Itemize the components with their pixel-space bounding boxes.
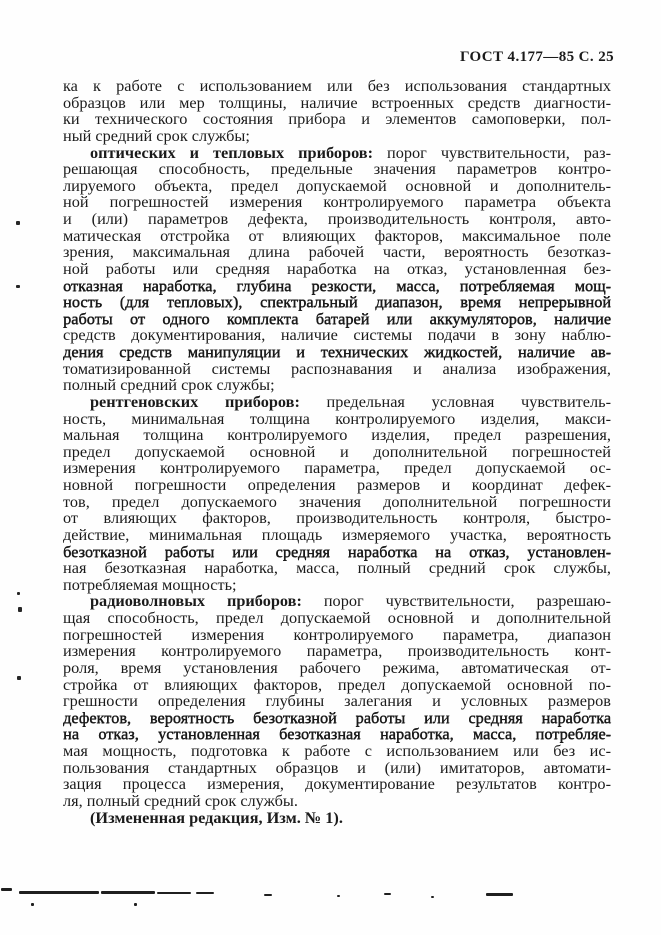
margin-speck [17,676,21,680]
text-line: грешности определения глубины залегания и условных размеров [63,691,611,711]
text-line: тов, предел допускаемого значения дополнительной погрешности [63,491,611,511]
text-line: полный средний срок службы; [63,375,275,395]
text-line: (Измененная редакция, Изм. № 1). [90,807,343,827]
text-line: ная безотказная наработка, масса, полный средний срок службы, [63,558,611,578]
bottom-scan-mark [384,893,391,895]
text-line: матическая отстройка от влияющих факторов, максимальное поле [63,225,611,245]
text-line: погрешностей измерения контролируемого параметра, диапазон [63,624,611,644]
text-line: ки технического состояния прибора и элементов самоповерки, пол- [63,109,611,129]
bottom-scan-mark [431,896,434,898]
text-line: измерения контролируемого параметра, производительность конт- [63,641,611,661]
margin-speck [16,221,20,225]
bottom-scan-mark [31,903,34,906]
text-line: ной работы или средняя наработка на отказ, установленная без- [63,258,611,278]
text-line: ля, полный средний срок службы. [63,790,298,810]
bottom-scan-mark [101,891,155,894]
text-line: ный средний срок службы; [63,125,250,145]
text-line: предел допускаемой основной и дополнительной погрешностей [63,441,611,461]
text-line: от влияющих факторов, производительность контроля, быстро- [63,508,611,528]
text-line: дения средств манипуляции и технических жидкостей, наличие ав- [63,342,611,361]
text-block [63,78,611,826]
text-line: образцов или мер толщины, наличие встроенных средств диагности- [63,92,611,112]
bottom-scan-mark [157,892,191,894]
text-line: оптических и тепловых приборов: порог чувствительности, раз- [90,142,612,162]
bottom-scan-mark [134,903,137,906]
text-line: ность, минимальная толщина контролируемого изделия, макси- [63,408,611,428]
text-line: новной погрешности определения размеров и координат дефек- [63,475,611,494]
text-line: решающая способность, предельные значения параметров контро- [63,159,611,179]
text-line: мальная толщина контролируемого изделия, предел разрешения, [63,425,611,445]
bottom-scan-mark [1,888,12,891]
text-line: потребляемая мощность; [63,574,237,594]
margin-speck [16,285,20,288]
text-line: работы от одного комплекта батарей или аккумуляторов, наличие [63,308,611,328]
text-line: зация процесса измерения, документирование результатов контро- [63,774,611,794]
text-line: и (или) параметров дефекта, производительность контроля, авто- [63,209,611,228]
text-line: отказная наработка, глубина резкости, масса, потребляемая мощ- [63,275,611,295]
text-line: щая способность, предел допускаемой основной и дополнительной [63,608,611,627]
text-line: пользования стандартных образцов и (или) имитаторов, автомати- [63,757,611,777]
text-line: лируемого объекта, предел допускаемой основной и дополнитель- [63,175,611,195]
bottom-scan-mark [337,895,340,897]
text-line: безотказной работы или средняя наработка на отказ, установлен- [63,541,611,561]
text-line: на отказ, установленная безотказная наработка, масса, потребляе- [63,724,611,744]
page-header-gost-number: ГОСТ 4.177—85 С. 25 [459,49,614,65]
text-line: средств документирования, наличие системы подачи в зону наблю- [63,325,611,345]
text-line: измерения контролируемого параметра, предел допускаемой ос- [63,458,611,478]
text-line: ка к работе с использованием или без использования стандартных [63,76,611,95]
bottom-scan-mark [486,893,513,896]
text-line: стройка от влияющих факторов, предел допускаемой основной по- [63,674,611,694]
text-line: мая мощность, подготовка к работе с использованием или без ис- [63,741,611,760]
bottom-scan-mark [264,894,272,896]
text-line: зрения, максимальная длина рабочей части, вероятность безотказ- [63,242,611,262]
text-line: дефектов, вероятность безотказной работы или средняя наработка [63,707,611,727]
margin-speck [17,592,20,595]
text-line: томатизированной системы распознавания и анализа изображения, [63,358,611,378]
margin-speck [18,607,22,612]
text-line: действие, минимальная площадь измеряемого участка, вероятность [63,524,611,544]
text-line: ность (для тепловых), спектральный диапазон, время непрерывной [63,292,611,312]
text-line: ной погрешностей измерения контролируемого параметра объекта [63,192,611,212]
bottom-scan-mark [196,892,214,894]
text-line: радиоволновых приборов: порог чувствительности, разрешаю- [90,591,611,611]
text-line: роля, время установления рабочего режима, автоматическая от- [63,657,611,677]
text-line: рентгеновских приборов: предельная условная чувствитель- [90,391,611,411]
bottom-scan-mark [19,891,99,894]
